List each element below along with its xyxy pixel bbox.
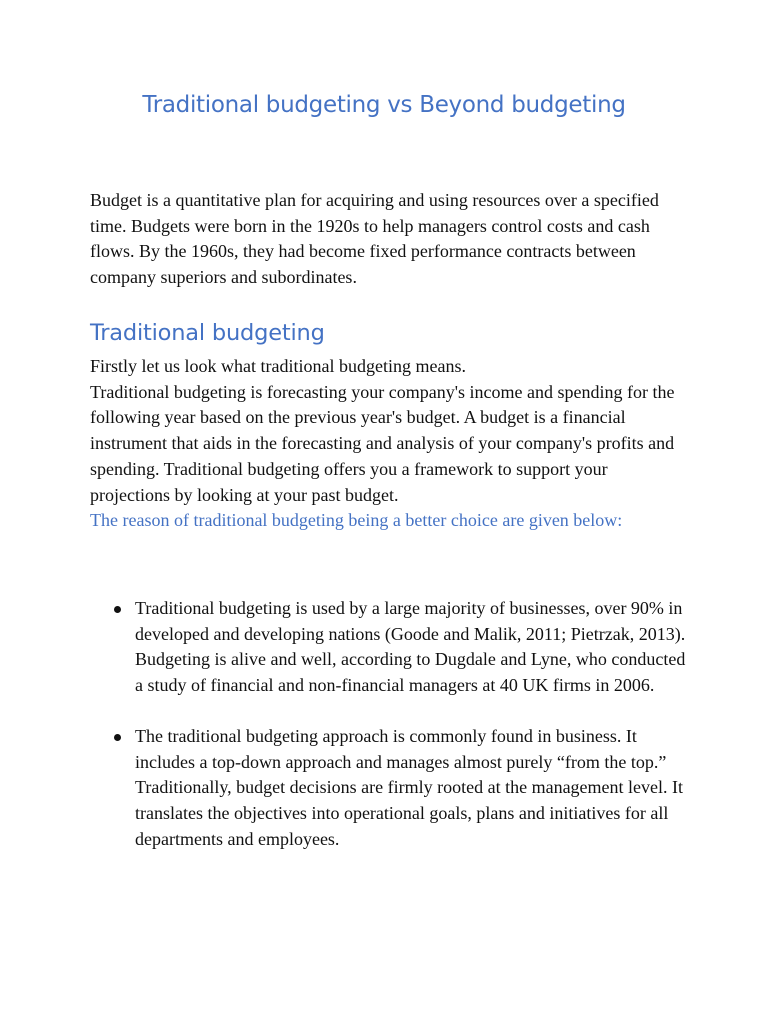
list-item <box>90 596 690 699</box>
bullet-text: The traditional budgeting approach is commonly found in business. It includes a top-down approach and manages almost purely “from the top.” Traditionally, budget decisions are firmly rooted at the management level. It translates the objectives into operational goals, plans and initiatives for all departments and employees. <box>135 725 684 849</box>
bullet-icon <box>114 606 121 613</box>
section-highlight: The reason of traditional budgeting being a better choice are given below: <box>90 510 623 531</box>
list-item <box>90 724 690 853</box>
section-body <box>90 354 690 534</box>
section-heading: Traditional budgeting <box>90 320 325 346</box>
bullet-list <box>90 596 690 877</box>
bullet-text: Traditional budgeting is used by a large majority of businesses, over 90% in developed and developing nations (Goode and Malik, 2011; Pietrzak, 2013). Budgeting is alive and well, according to Dugdale and Lyne, who conducted a study of financial and non-financial managers at 40 UK firms in 2006. <box>135 598 686 696</box>
section-paragraph: Traditional budgeting is forecasting your company's income and spending for the following year based on the previous year's budget. A budget is a financial instrument that aids in the forecasting and analysis of your company's profits and spending. Traditional budgeting offers you a framework to support your projections by looking at your past budget. <box>90 381 675 505</box>
document-title: Traditional budgeting vs Beyond budgeting <box>142 92 626 118</box>
bullet-icon <box>114 734 121 741</box>
section-lead: Firstly let us look what traditional budgeting means. <box>90 356 466 376</box>
intro-paragraph: Budget is a quantitative plan for acquiring and using resources over a specified time. Budgets were born in the 1920s to help managers control costs and cash flows. By the 1960s, they had become fixed performance contracts between company superiors and subordinates. <box>90 190 659 288</box>
